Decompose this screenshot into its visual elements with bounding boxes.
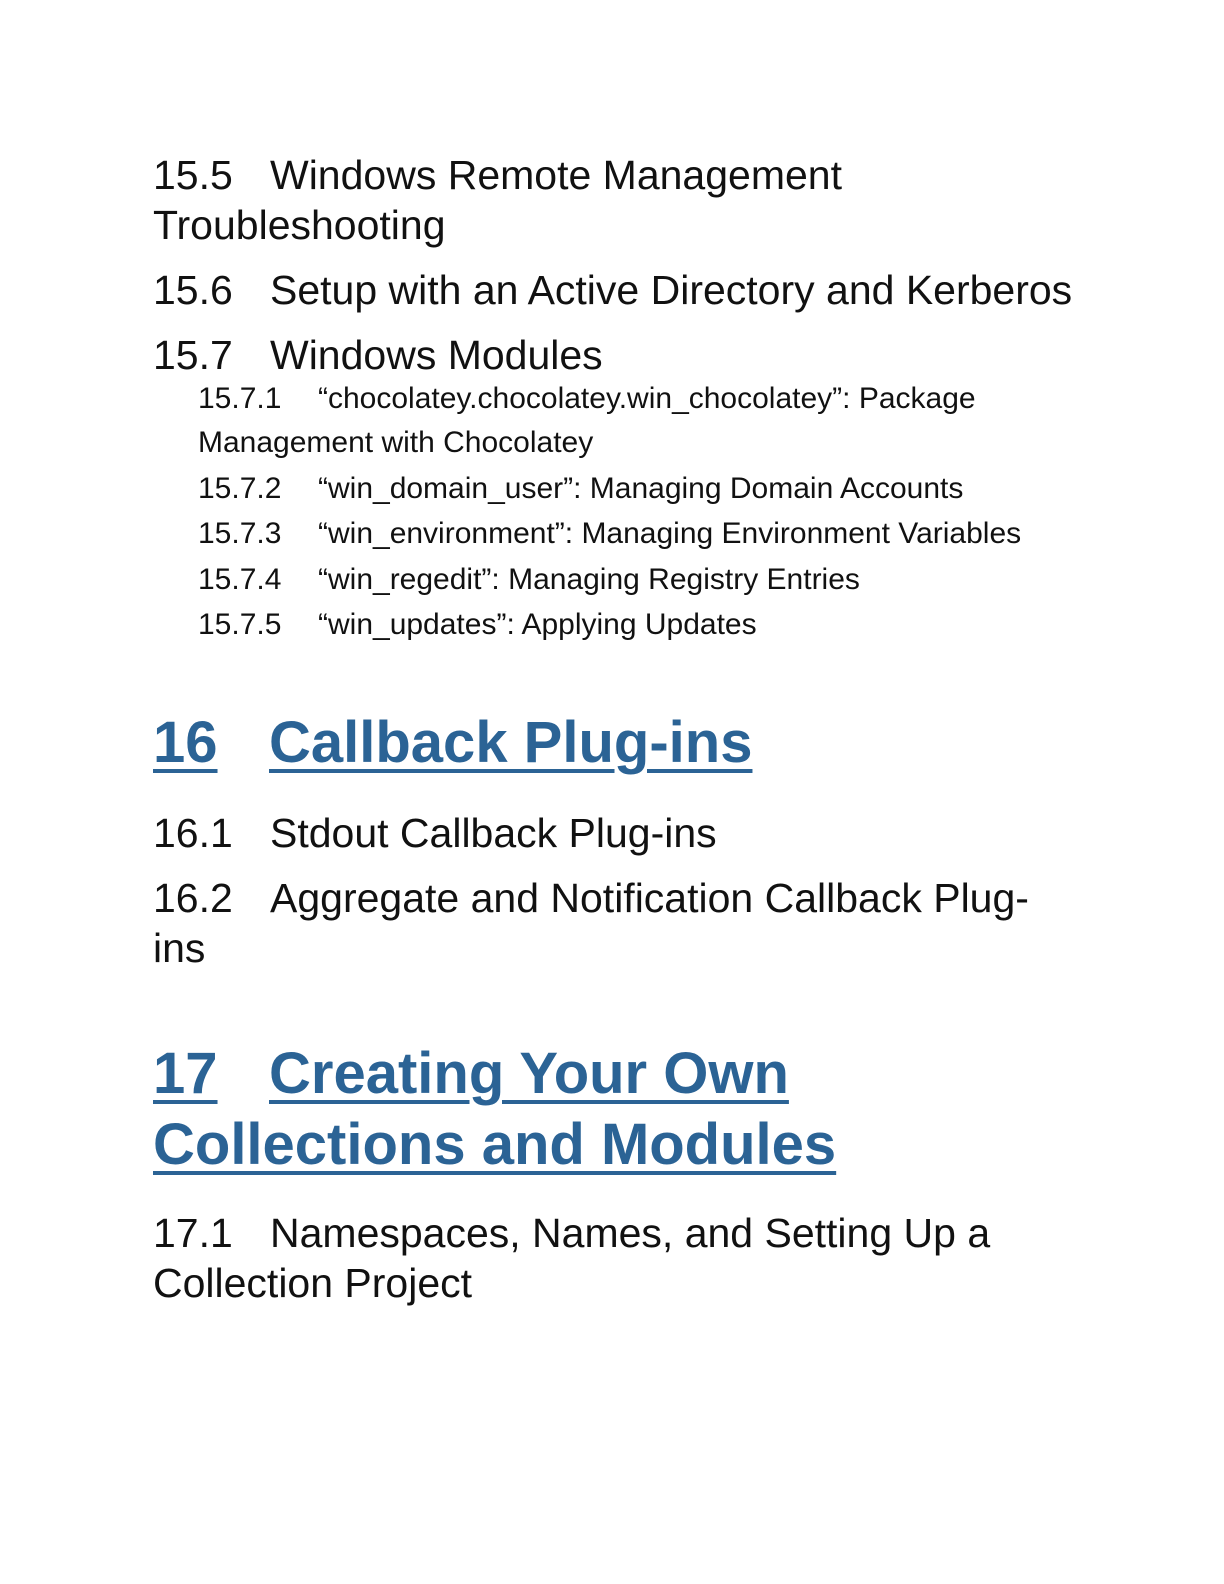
toc-entry-15-7[interactable] xyxy=(153,330,1073,380)
toc-entry-15-7-3[interactable] xyxy=(198,512,1073,556)
chapter-number: 17 xyxy=(153,1041,218,1106)
section-number: 16.1 xyxy=(153,810,233,856)
section-title: Stdout Callback Plug-ins xyxy=(270,810,717,856)
chapter-17-link[interactable] xyxy=(153,1041,836,1177)
chapter-title: Callback Plug-ins xyxy=(269,710,753,775)
toc-entry-15-7-1[interactable] xyxy=(198,377,1073,465)
section-title: Windows Remote Management Troubleshooting xyxy=(153,152,842,248)
toc-chapter-16[interactable] xyxy=(153,707,1073,778)
toc-entry-17-1[interactable] xyxy=(153,1208,1073,1308)
section-title: Setup with an Active Directory and Kerberos xyxy=(270,267,1073,313)
toc-entry-15-7-5[interactable] xyxy=(198,603,1073,647)
section-title: Aggregate and Notification Callback Plug-ins xyxy=(153,875,1029,971)
section-number: 15.6 xyxy=(153,267,233,313)
toc-entry-15-7-4[interactable] xyxy=(198,558,1073,602)
chapter-16-link[interactable] xyxy=(153,710,752,775)
subsection-title: “win_domain_user”: Managing Domain Accounts xyxy=(318,472,964,505)
toc-chapter-17[interactable] xyxy=(153,1038,1073,1180)
section-title: Windows Modules xyxy=(270,332,603,378)
section-number: 15.5 xyxy=(153,152,233,198)
subsection-number: 15.7.4 xyxy=(198,563,282,596)
subsection-number: 15.7.1 xyxy=(198,382,282,415)
subsection-title: “win_updates”: Applying Updates xyxy=(318,608,757,641)
toc-entry-15-7-2[interactable] xyxy=(198,467,1073,511)
chapter-title: Creating Your Own Collections and Modules xyxy=(153,1041,837,1177)
subsection-number: 15.7.3 xyxy=(198,517,282,550)
section-number: 17.1 xyxy=(153,1210,233,1256)
subsection-list xyxy=(153,377,1073,647)
chapter-number: 16 xyxy=(153,710,218,775)
toc-entry-16-2[interactable] xyxy=(153,873,1073,973)
section-title: Namespaces, Names, and Setting Up a Collection Project xyxy=(153,1210,991,1306)
toc-entry-15-6[interactable] xyxy=(153,265,1073,315)
section-number: 16.2 xyxy=(153,875,233,921)
section-number: 15.7 xyxy=(153,332,233,378)
table-of-contents xyxy=(153,150,1073,1308)
subsection-title: “win_regedit”: Managing Registry Entries xyxy=(318,563,860,596)
subsection-title: “win_environment”: Managing Environment Variables xyxy=(318,517,1022,550)
toc-entry-16-1[interactable] xyxy=(153,808,1073,858)
subsection-number: 15.7.2 xyxy=(198,472,282,505)
toc-entry-15-5[interactable] xyxy=(153,150,1073,250)
subsection-title: “chocolatey.chocolatey.win_chocolatey”: Package Management with Chocolatey xyxy=(198,382,976,459)
subsection-number: 15.7.5 xyxy=(198,608,282,641)
